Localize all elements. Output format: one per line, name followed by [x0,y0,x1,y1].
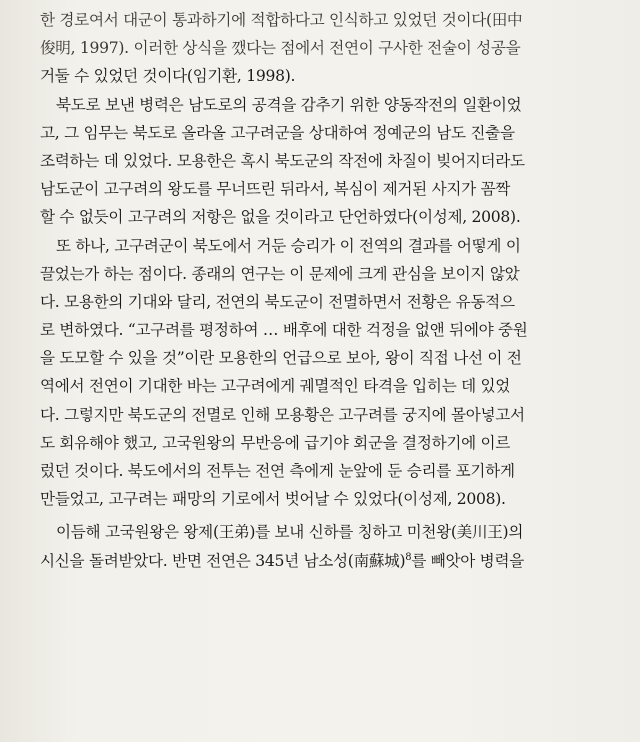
paragraph-4 [40,518,620,574]
footnote-marker: 8 [405,551,412,563]
text-line: 거둘 수 있었던 것이다(임기환, 1998). [40,67,296,86]
text-line: 또 하나, 고구려군이 북도에서 거둔 승리가 이 전역의 결과를 어떻게 이 [56,236,521,255]
paragraph-2 [40,91,620,232]
text-line [40,547,620,575]
text-line: 만들었고, 고구려는 패망의 기로에서 벗어날 수 있었다(이성제, 2008). [40,490,506,509]
paragraph-3 [40,232,620,514]
text-span: 시신을 돌려받았다. 반면 전연은 345년 남소성(南蘇城) [40,551,406,570]
text-line: 다. 그렇지만 북도군의 전멸로 인해 모용황은 고구려를 궁지에 몰아넣고서 [40,405,525,424]
text-line: 끌었는가 하는 점이다. 종래의 연구는 이 문제에 크게 관심을 보이지 않았 [40,264,520,283]
text-line: 할 수 없듯이 고구려의 저항은 없을 것이라고 단언하였다(이성제, 2008). [40,208,521,227]
text-line: 남도군이 고구려의 왕도를 무너뜨린 뒤라서, 복심이 제거된 사지가 꼼짝 [40,180,511,199]
text-line: 북도로 보낸 병력은 남도로의 공격을 감추기 위한 양동작전의 일환이었 [56,95,522,114]
text-line: 한 경로여서 대군이 통과하기에 적합하다고 인식하고 있었던 것이다(田中 [40,11,523,29]
text-line: 俊明, 1997). 이러한 상식을 깼다는 점에서 전연이 구사한 전술이 성공을 [40,39,521,58]
text-line: 조력하는 데 있었다. 모용한은 혹시 북도군의 작전에 차질이 빚어지더라도 [40,151,525,170]
text-line: 로 변하였다. “고구려를 평정하여 … 배후에 대한 걱정을 없앤 뒤에야 중원 [40,321,528,340]
text-line: 이듬해 고국원왕은 왕제(王弟)를 보내 신하를 칭하고 미천왕(美川王)의 [56,523,524,542]
text-line: 고, 그 임무는 북도로 올라올 고구려군을 상대하여 정예군의 남도 진출을 [40,123,515,142]
text-line: 렀던 것이다. 북도에서의 전투는 전연 측에게 눈앞에 둔 승리를 포기하게 [40,462,515,480]
text-line: 을 도모할 수 있을 것”이란 모용한의 언급으로 보아, 왕이 직접 나선 이 전 [40,349,522,368]
text-line: 역에서 전연이 기대한 바는 고구려에게 궤멸적인 타격을 입히는 데 있었 [40,377,511,396]
text-line: 다. 모용한의 기대와 달리, 전연의 북도군이 전멸하면서 전황은 유동적으 [40,292,515,311]
text-line: 도 회유해야 했고, 고국원왕의 무반응에 급기야 회군을 결정하기에 이르 [40,433,511,452]
paragraph-1 [40,6,620,91]
body-text [40,6,620,575]
text-span: 를 빼앗아 병력을 [411,551,524,570]
